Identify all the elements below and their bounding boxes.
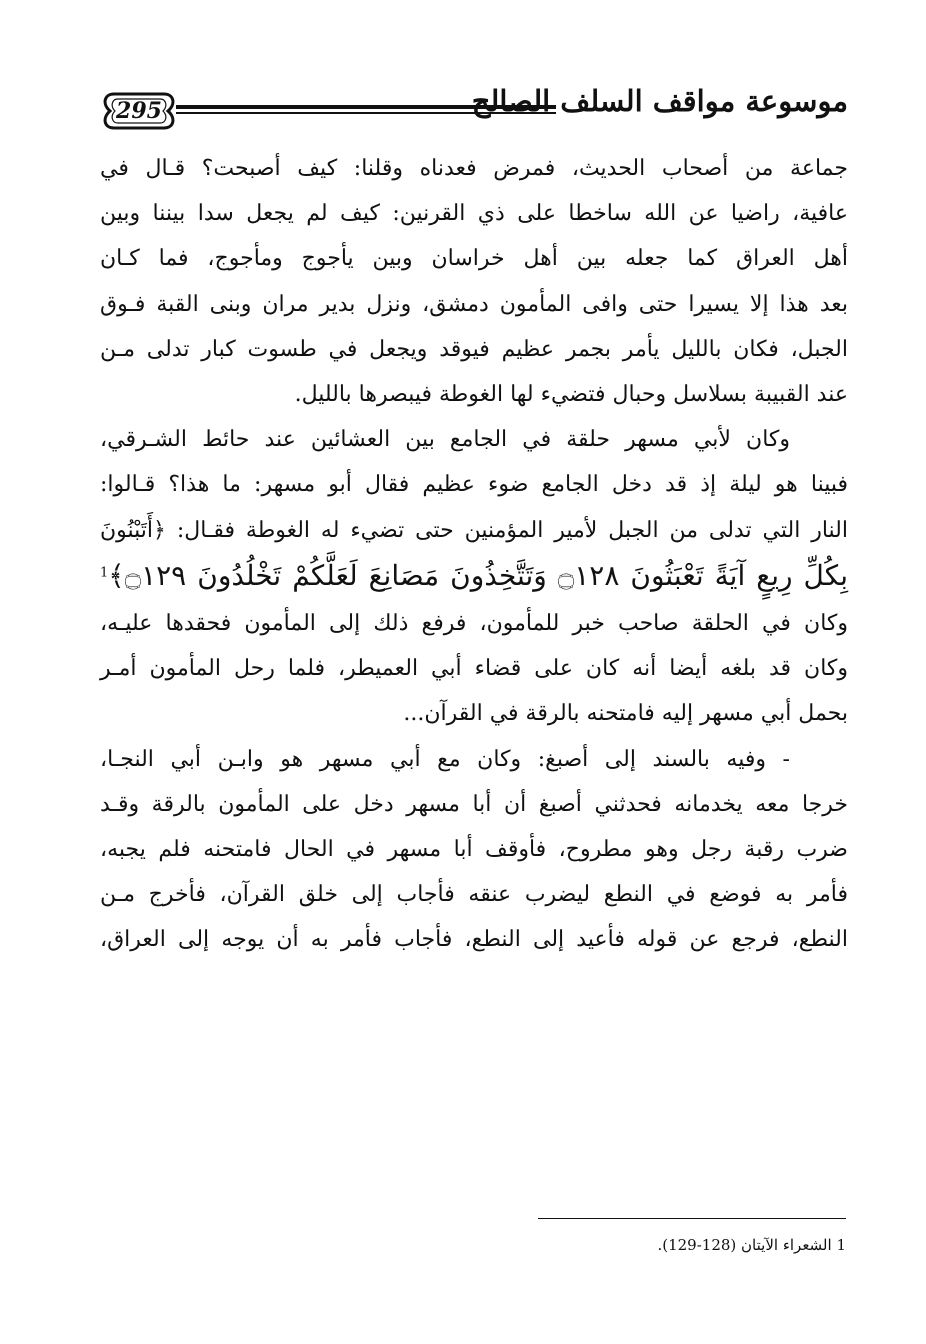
page-number-badge [100,90,178,132]
footnote-divider [538,1218,846,1219]
text-line: أهل العراق كما جعله بين أهل خراسان وبين يأجوج ومأجوج، فما كـان [100,246,848,272]
page-header [100,78,848,142]
text-line: خرجا معه يخدمانه فحدثني أصبغ أن أبا مسهر دخل على المأمون بالرقة وقـد [100,791,848,817]
page-number: 295 [116,98,162,124]
quran-verse-line [100,553,848,601]
text-line: وكان لأبي مسهر حلقة في الجامع بين العشائين عند حائط الشـرقي، [100,427,790,453]
text-line: النار التي تدلى من الجبل لأمير المؤمنين حتى تضيء له الغوطة فقـال: ﴿أَتَبْنُونَ [100,517,848,543]
text-line: بحمل أبي مسهر إليه فامتحنه بالرقة في القرآن... [403,701,848,727]
text-line: عافية، راضيا عن الله ساخطا على ذي القرنين: كيف لم يجعل سدا بيننا وبين [100,201,848,227]
main-text [100,146,848,963]
text-line: جماعة من أصحاب الحديث، فمرض فعدناه وقلنا: كيف أصبحت؟ قـال في [100,156,848,181]
footnote-ref: 1 [100,565,109,581]
paragraph-2 [100,417,848,736]
book-title: موسوعة مواقف السلف الصالح [471,84,848,118]
text-line: وكان قد بلغه أيضا أنه كان على قضاء أبي العميطر، فلما رحل المأمون أمـر [100,656,848,682]
footnote: 1 الشعراء الآيتان (128-129). [657,1236,846,1254]
text-line: عند القبيبة بسلاسل وحبال فتضيء لها الغوطة فيبصرها بالليل. [294,382,848,408]
text-line: الجبل، فكان بالليل يأمر بجمر عظيم فيوقد ويجعل في طسوت كبار تدلى مـن [100,336,848,362]
text-line: بعد هذا إلا يسيرا حتى وافى المأمون دمشق، ونزل بدير مران وبنى القبة فـوق [100,291,848,317]
text-line: النطع، فرجع عن قوله فأعيد إلى النطع، فأجاب فأمر به أن يوجه إلى العراق، [100,927,848,953]
paragraph-1 [100,146,848,417]
text-line: فأمر به فوضع في النطع ليضرب عنقه فأجاب إلى خلق القرآن، فأخرج مـن [100,882,848,908]
text-line: وكان في الحلقة صاحب خبر للمأمون، فرفع ذلك إلى المأمون فحقدها عليـه، [100,611,848,637]
quran-verse: بِكُلِّ رِيعٍ آيَةً تَعْبَثُونَ ۝١٢٨ وَتَتَّخِذُونَ مَصَانِعَ لَعَلَّكُمْ تَخْلُدُونَ ۝١٢٩﴾ [108,558,848,592]
paragraph-3 [100,737,848,963]
text-line: - وفيه بالسند إلى أصبغ: وكان مع أبي مسهر هو وابـن أبي النجـا، [100,746,790,772]
text-line: فبينا هو ليلة إذ قد دخل الجامع ضوء عظيم فقال أبو مسهر: ما هذا؟ قـالوا: [100,472,848,498]
text-line: ضرب رقبة رجل وهو مطروح، فأوقف أبا مسهر في الحال فامتحنه فلم يجبه، [100,837,848,863]
